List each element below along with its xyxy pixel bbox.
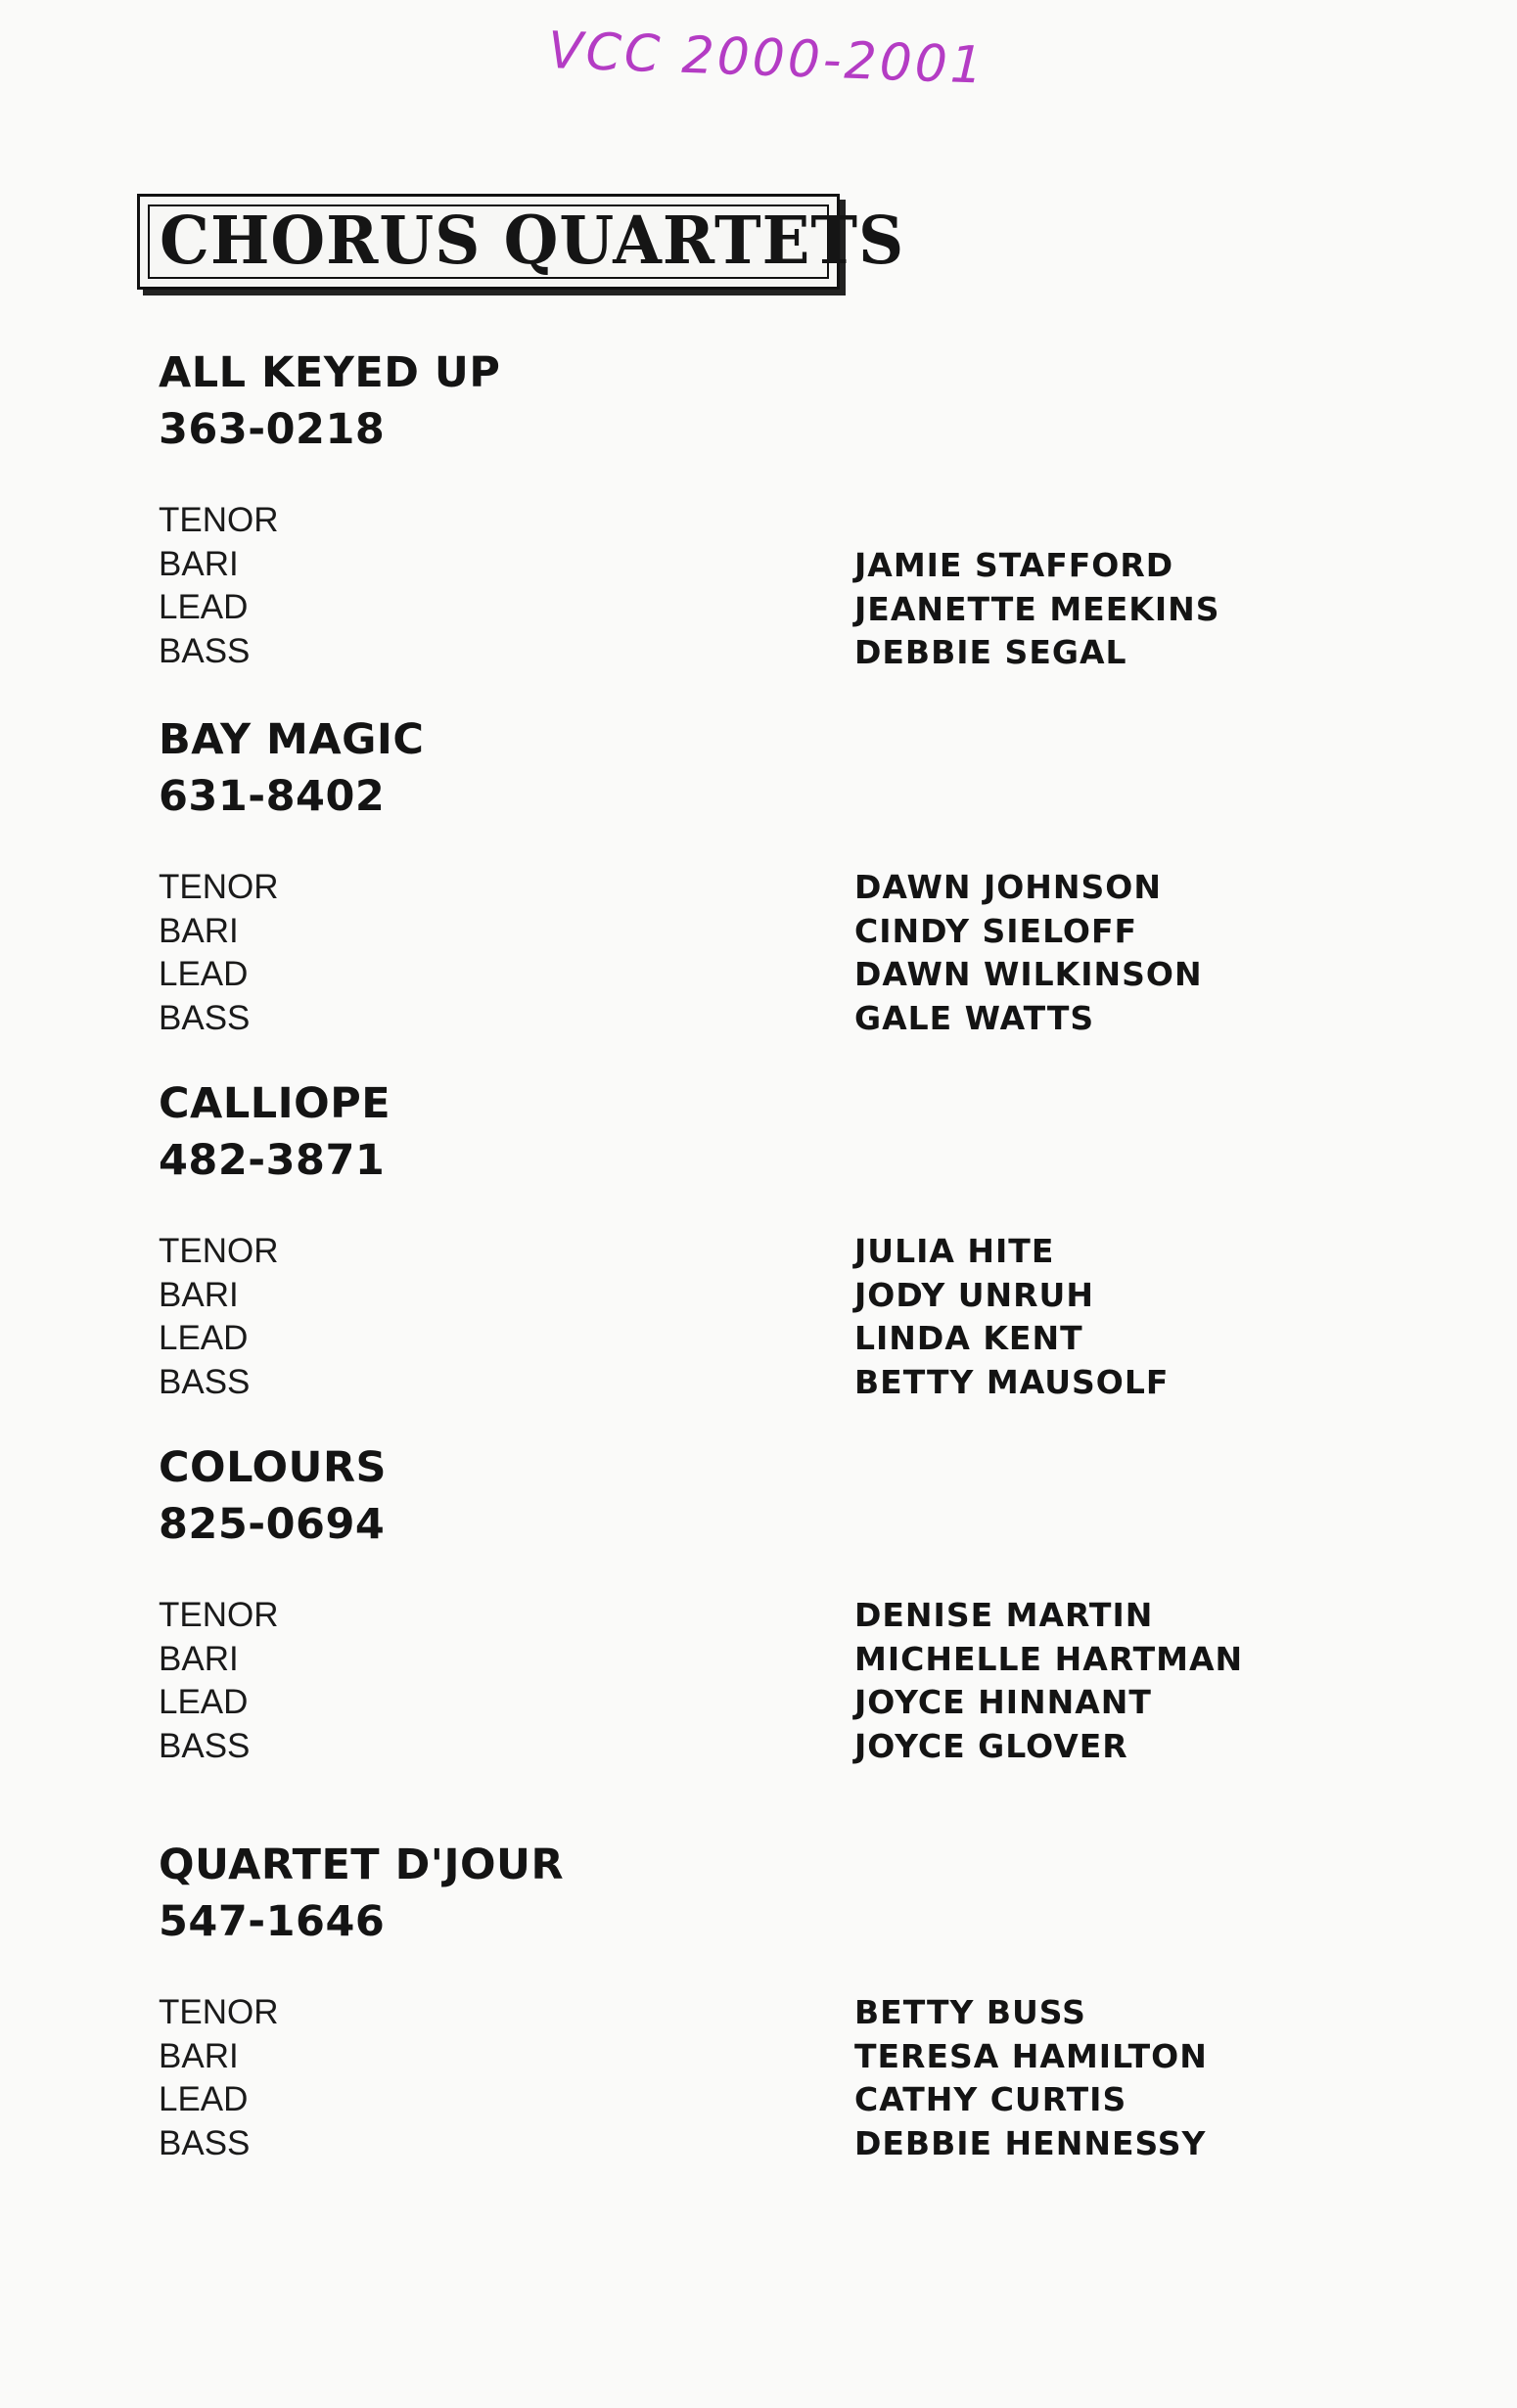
member-list [854, 544, 1344, 675]
title-box [137, 194, 905, 290]
role-bari: BARI [159, 544, 239, 583]
role-tenor: TENOR [159, 1993, 279, 2031]
quartet-phone: 363-0218 [159, 405, 386, 454]
role-list [159, 866, 452, 1040]
quartet-phone: 631-8402 [159, 772, 386, 821]
role-lead: LEAD [159, 955, 249, 993]
member-bari: MICHELLE HARTMAN [854, 1639, 1244, 1678]
quartet-bay-magic [159, 711, 1333, 1037]
role-lead: LEAD [159, 2080, 249, 2118]
member-bari: CINDY SIELOFF [854, 911, 1138, 950]
member-lead: LINDA KENT [854, 1319, 1083, 1357]
role-bari: BARI [159, 1275, 239, 1314]
page-title: CHORUS QUARTETS [160, 203, 905, 280]
role-lead: LEAD [159, 1683, 249, 1721]
role-bass: BASS [159, 998, 251, 1037]
member-bari: TERESA HAMILTON [854, 2036, 1208, 2075]
member-list [854, 1594, 1344, 1768]
quartet-name: COLOURS [159, 1443, 388, 1492]
role-lead: LEAD [159, 588, 249, 626]
member-lead: DAWN WILKINSON [854, 955, 1203, 993]
role-list [159, 1230, 452, 1404]
member-list [854, 1991, 1344, 2165]
member-lead: JOYCE HINNANT [854, 1683, 1152, 1721]
role-bass: BASS [159, 1362, 251, 1401]
role-tenor: TENOR [159, 1596, 279, 1634]
role-list [159, 1594, 452, 1768]
member-tenor: DENISE MARTIN [854, 1596, 1154, 1634]
quartet-phone: 547-1646 [159, 1897, 386, 1946]
role-bass: BASS [159, 631, 251, 670]
role-tenor: TENOR [159, 501, 279, 539]
quartet-all-keyed-up [159, 344, 1333, 671]
role-bass: BASS [159, 2123, 251, 2162]
quartet-name: CALLIOPE [159, 1079, 391, 1128]
role-bari: BARI [159, 1639, 239, 1678]
member-bass: GALE WATTS [854, 998, 1095, 1037]
role-bari: BARI [159, 911, 239, 950]
quartet-colours [159, 1439, 1333, 1765]
role-bass: BASS [159, 1726, 251, 1765]
role-lead: LEAD [159, 1319, 249, 1357]
member-list [854, 866, 1344, 1040]
member-bass: DEBBIE SEGAL [854, 633, 1127, 671]
member-bass: DEBBIE HENNESSY [854, 2123, 1207, 2162]
member-tenor: DAWN JOHNSON [854, 868, 1162, 906]
quartet-quartet-djour [159, 1837, 1333, 2162]
role-tenor: TENOR [159, 868, 279, 906]
member-tenor: BETTY BUSS [854, 1993, 1086, 2031]
quartet-phone: 825-0694 [159, 1500, 386, 1549]
handwritten-annotation: VCC 2000-2001 [546, 22, 987, 96]
quartet-calliope [159, 1075, 1333, 1401]
member-bass: JOYCE GLOVER [854, 1726, 1128, 1765]
quartet-name: ALL KEYED UP [159, 348, 501, 397]
member-lead: JEANETTE MEEKINS [854, 589, 1220, 628]
role-list [159, 1991, 452, 2165]
quartet-name: QUARTET D'JOUR [159, 1840, 565, 1889]
member-tenor: JULIA HITE [854, 1232, 1055, 1270]
role-tenor: TENOR [159, 1232, 279, 1270]
member-list [854, 1230, 1344, 1404]
member-bari: JAMIE STAFFORD [854, 546, 1174, 584]
member-lead: CATHY CURTIS [854, 2080, 1127, 2118]
role-list [159, 499, 452, 673]
member-bari: JODY UNRUH [854, 1275, 1094, 1314]
quartet-name: BAY MAGIC [159, 715, 425, 764]
member-bass: BETTY MAUSOLF [854, 1362, 1170, 1401]
role-bari: BARI [159, 2036, 239, 2075]
quartet-phone: 482-3871 [159, 1136, 386, 1185]
